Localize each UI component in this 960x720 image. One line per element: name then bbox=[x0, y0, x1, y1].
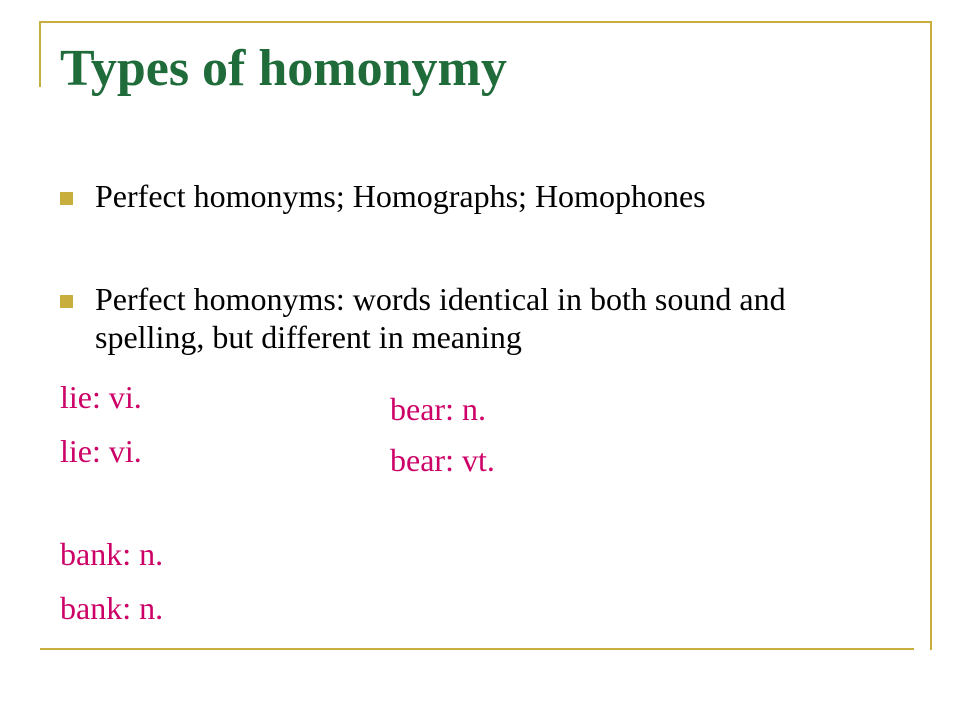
example-lie-2: lie: vi. bbox=[60, 433, 142, 469]
right-border-line bbox=[930, 21, 932, 650]
example-bank-1: bank: n. bbox=[60, 536, 164, 572]
bullet-item bbox=[60, 280, 900, 356]
bottom-border-line bbox=[40, 648, 914, 650]
square-bullet-icon bbox=[60, 192, 73, 205]
bullet-item bbox=[60, 177, 900, 215]
top-border-line bbox=[40, 21, 932, 23]
bullet-text: Perfect homonyms; Homographs; Homophones bbox=[95, 178, 706, 214]
example-bear-1: bear: n. bbox=[390, 391, 486, 427]
example-bank-2: bank: n. bbox=[60, 590, 164, 626]
bullet-text: Perfect homonyms: words identical in both sound and spelling, but different in meaning bbox=[95, 281, 786, 355]
left-border-line bbox=[39, 21, 41, 87]
example-lie-1: lie: vi. bbox=[60, 379, 142, 415]
example-bear-2: bear: vt. bbox=[390, 442, 495, 478]
square-bullet-icon bbox=[60, 295, 73, 308]
slide-title: Types of homonymy bbox=[60, 40, 507, 97]
